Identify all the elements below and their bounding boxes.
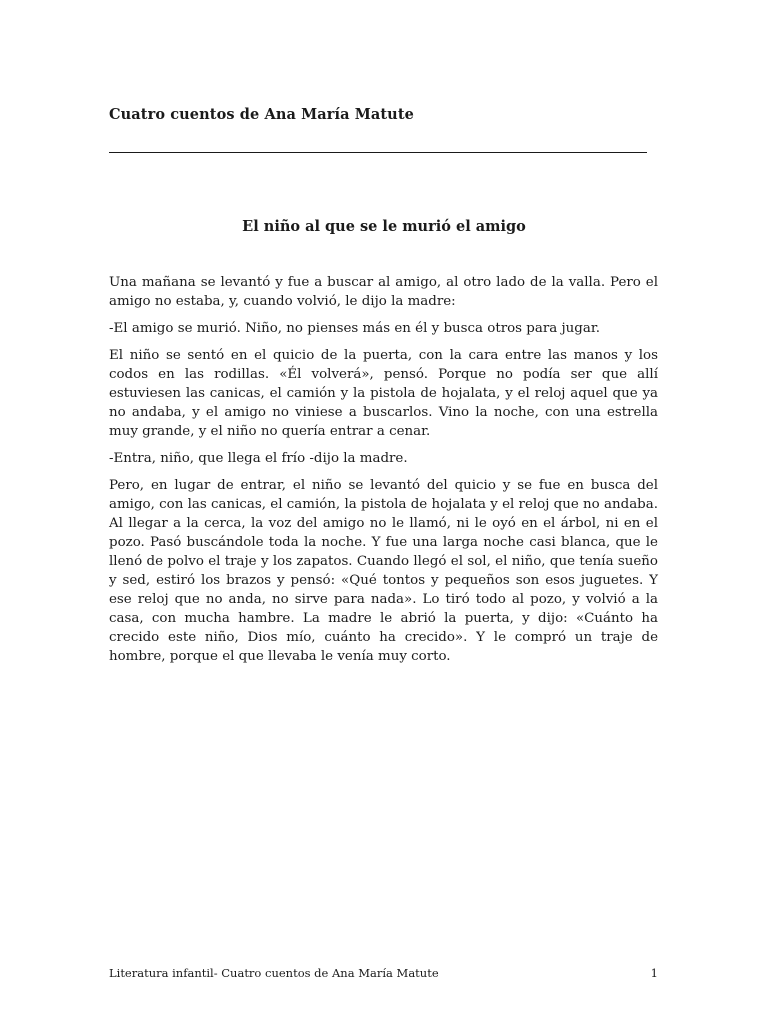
story-title: El niño al que se le murió el amigo: [242, 218, 526, 235]
footer-text: Literatura infantil- Cuatro cuentos de Ana María Matute: [109, 966, 439, 980]
story-paragraph: Pero, en lugar de entrar, el niño se levantó del quicio y se fue en busca del amigo, con las canicas, el camión, la pistola de hojalata y el reloj que no andaba. Al llegar a la cerca, la voz del amigo no le llamó, ni le oyó en el árbol, ni en el pozo. Pasó buscándole toda la noche. Y fue una larga noche casi blanca, que le llenó de polvo el traje y los zapatos. Cuando llegó el sol, el niño, que tenía sueño y sed, estiró los brazos y pensó: «Qué tontos y pequeños son esos juguetes. Y ese reloj que no anda, no sirve para nada». Lo tiró todo al pozo, y volvió a la casa, con mucha hambre. La madre le abrió la puerta, y dijo: «Cuánto ha crecido este niño, Dios mío, cuánto ha crecido». Y le compró un traje de hombre, porque el que llevaba le venía muy corto.: [109, 478, 658, 664]
document-header-title: Cuatro cuentos de Ana María Matute: [109, 106, 414, 123]
story-paragraph: -El amigo se murió. Niño, no pienses más en él y busca otros para jugar.: [109, 321, 601, 336]
story-paragraph: El niño se sentó en el quicio de la puerta, con la cara entre las manos y los codos en las rodillas. «Él volverá», pensó. Porque no podía ser que allí estuviesen las canicas, el camión y la pistola de hojalata, y el reloj aquel que ya no andaba, y el amigo no viniese a buscarlos. Vino la noche, con una estrella muy grande, y el niño no quería entrar a cenar.: [109, 348, 658, 439]
page-number: 1: [650, 966, 658, 980]
header-divider: [109, 152, 647, 153]
story-paragraph: Una mañana se levantó y fue a buscar al amigo, al otro lado de la valla. Pero el amigo no estaba, y, cuando volvió, le dijo la madre:: [109, 275, 658, 309]
story-paragraph: -Entra, niño, que llega el frío -dijo la madre.: [109, 451, 408, 466]
story-body: [109, 273, 658, 674]
